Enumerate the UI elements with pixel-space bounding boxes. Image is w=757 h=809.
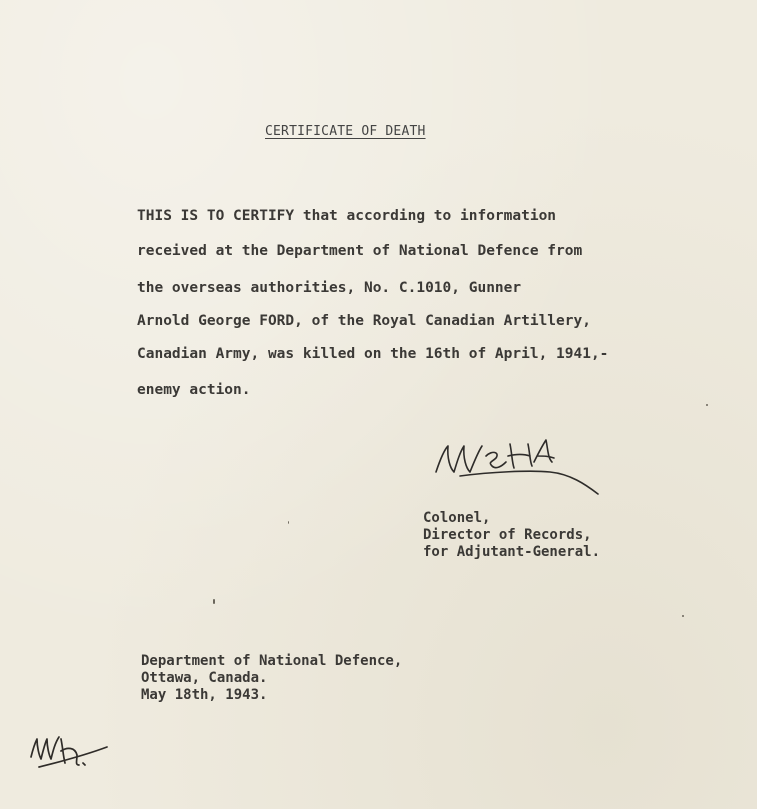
signatory-block xyxy=(423,510,600,561)
body-line-2: received at the Department of National Defence from xyxy=(137,243,583,259)
body-line-1: THIS IS TO CERTIFY that according to information xyxy=(137,208,557,224)
body-line-6: enemy action. xyxy=(137,382,251,398)
signatory-title: Director of Records, xyxy=(423,527,592,543)
certificate-title: CERTIFICATE OF DEATH xyxy=(265,124,426,139)
address-block xyxy=(141,653,402,704)
paper-speck xyxy=(288,521,289,524)
body-line-5: Canadian Army, was killed on the 16th of April, 1941,- xyxy=(137,346,609,362)
signatory-rank: Colonel, xyxy=(423,510,491,526)
paper-speck xyxy=(706,404,708,406)
address-department: Department of National Defence, xyxy=(141,653,403,669)
body-line-4: Arnold George FORD, of the Royal Canadian Artillery, xyxy=(137,313,591,329)
signatory-for: for Adjutant-General. xyxy=(423,544,601,560)
body-line-3: the overseas authorities, No. C.1010, Gunner xyxy=(137,280,522,296)
paper-speck xyxy=(682,615,684,617)
paper-speck xyxy=(213,599,215,604)
handwritten-signature xyxy=(430,432,605,507)
address-city: Ottawa, Canada. xyxy=(141,670,268,686)
handwritten-initials xyxy=(25,725,120,775)
address-date: May 18th, 1943. xyxy=(141,687,268,703)
